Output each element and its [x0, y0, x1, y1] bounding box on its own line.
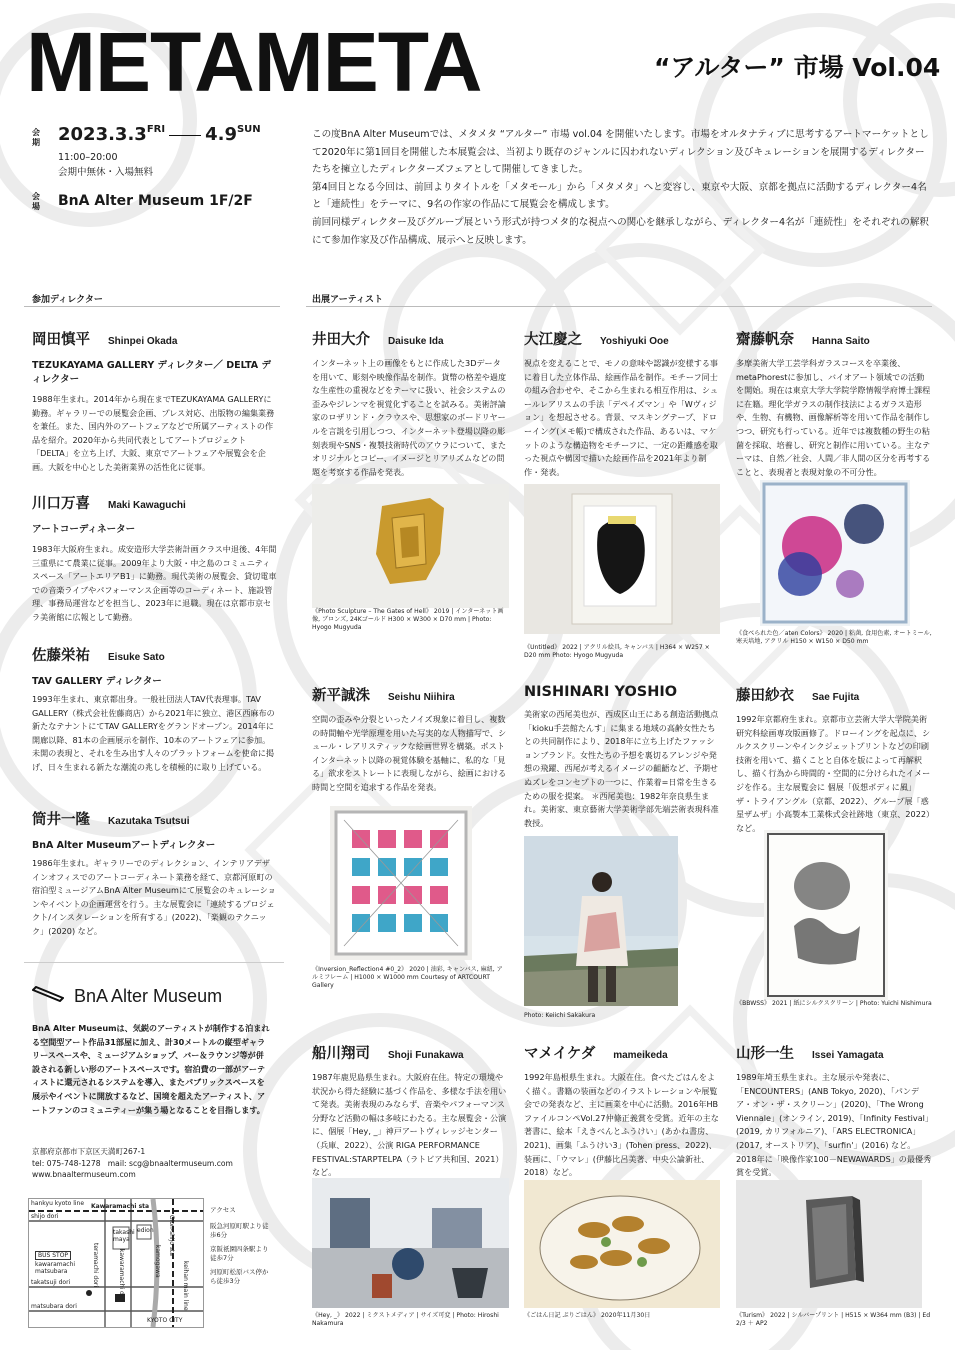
- artist-card: [524, 1042, 720, 1180]
- artist-card: [524, 684, 720, 830]
- artwork-photo: [736, 1180, 922, 1308]
- divider: [24, 306, 280, 307]
- director-bio: 1986年生まれ。ギャラリーでのディレクション、インテリアデザインオフィスでのアートコーディネート業務を経て、京都河原町の宿泊型ミュージアムBnA Alter Museumにて展覧会のキュレーションやイベントの企画運営を行う。主な展覧会に「連続するプロジェクト/インスタレーションを所有する」(2022)、「楽観のテクニック」(2020) など。: [32, 858, 276, 936]
- artists-heading: 出展アーティスト: [312, 295, 384, 305]
- museum-logo-icon: [32, 986, 64, 1006]
- day-start: FRI: [146, 124, 166, 135]
- director-name: 岡田慎平 Shinpei Okada: [32, 332, 178, 348]
- artwork-caption: 《ごはん日記 ぷりごはん》 2020年11月30日: [524, 1312, 651, 1319]
- director-bio: 1983年大阪府生まれ。成安造形大学芸術計画クラス中退後、4年間三重県にて農業に従事。2009年より大阪・中之島のコミュニティスペース「アートエリアB1」に勤務。現代美術の展覧会、貸切電車での音楽ライブやパフォーマンス企画等のコーディネート、施設管理、事務局運営などを担当し、2023年に退職。現在は京都市京セラ美術館に広報として勤務。: [32, 544, 277, 622]
- artist-bio: 空間の歪みや分裂といったノイズ現象に着目し、複数の時間軸や光学原理を用いた写実的な人物描写で、シュール・レアリスティックな絵画世界を構築。ポストインターネット以降の視覚体験を基軸に、私的な「見る」欲求をストレートに表現しながら、絵画における時間と空間を追求する作品を発表。: [312, 714, 507, 792]
- museum-phone-mail: tel: 075-748-1278 mail: scg@bnaaltermuseum.com: [32, 1158, 233, 1168]
- artist-bio: 美術家の西尾美也が、西成区山王にある創造活動拠点「kioku手芸館たんす」に集まる地域の高齢女性たちとの共同制作により、2018年に立ち上げたファッションブランド。女性たちの予想を裏切るアレンジや発想の飛躍、西尾が考えるイメージの齟齬など、予期せぬズレをコンセプトの一つに、作業着=日常を生きるための服を提案。 ＊西尾美也：1982年奈良県生まれ。美術家、東京藝術大学美術学部先端芸術表現科准教授。: [524, 709, 719, 828]
- artist-bio: 視点を変えることで、モノの意味や認識が変様する事に着目した立体作品、絵画作品を制作。モチーフ同士の組み合わせや、そこから生まれる相互作用は、シュールレアリスムの手法「デペイズマン」や「Wヴィジョン」を想起させる。背景、マスキングテープ、ドローイング(メモ帳)で構成された作品、あるいは、マケットのような構造物をモチーフに、一定の距離感を取った視点や構図で描いた絵画作品を2021年より制作・発表。: [524, 358, 719, 477]
- opening-hours: 11:00–20:00: [58, 152, 118, 163]
- artwork-caption: 《Untitled》 2022 | アクリル絵具, キャンバス | H364 × W257 × D20 mm Photo: Hyogo Mugyuda: [524, 644, 710, 659]
- director-name: 川口万喜 Maki Kawaguchi: [32, 496, 186, 512]
- access-item: 河原町松原バス停から徒歩3分: [210, 1267, 269, 1285]
- admission-info: 会期中無休・入場無料: [58, 167, 154, 178]
- artist-bio: インターネット上の画像をもとに作成した3Dデータを用いて、彫刻や映像作品を制作。貨幣の格差や過度な生産性の重視などをテーマに扱い、社会システムの歪みやジレンマを視覚化することを試みる。美術評論家のロザリンド・クラウスや、思想家のボードリヤールを言説を引用しつつ、インターネット登場以降の彫刻表現やSNS・複製技術時代のアウラについて、またオリジナルとコピー、イメージとリアリズムなどの問題を考察する作品を発表。: [312, 358, 507, 477]
- artist-bio: 1992年島根県生まれ。大阪在住。食べたごはんをよく描く。書籍の装画などのイラストレーションや展覧会での発表など、主に画業を中心に活動。2016年HBファイルコンペVol.27仲條正義賞を受賞。近年の主な著書に、絵本「えきべんとふうけい」(あかね書房、2021)、画集「ふうけい3」(Tohen press、2022)、装画に、「ウマレ」(伊藤比呂美著、中央公論新社、2018）など。: [524, 1072, 719, 1178]
- map-label: BUS STOP: [35, 1251, 71, 1260]
- artist-name: 藤田紗衣 Sae Fujita: [736, 688, 860, 704]
- artist-card: [736, 1042, 932, 1180]
- divider: [306, 306, 932, 307]
- event-venue: BnA Alter Museum 1F/2F: [58, 193, 253, 209]
- map-label: edion: [137, 1227, 154, 1234]
- directors-heading: 参加ディレクター: [32, 295, 103, 305]
- artist-name: 新平誠洙 Seishu Niihira: [312, 688, 455, 704]
- artist-name: 齋藤帆奈 Hanna Saito: [736, 332, 870, 348]
- intro-paragraph: 前回同様ディレクター及びグループ展という形式が持つメタ的な視点への関心を継承しながら、ディレクター4名が「連続性」をそれぞれの解釈にて参加作家及び作品構成、展示へと反映します。: [312, 216, 930, 246]
- artist-bio: 1987年鹿児島県生まれ。大阪府在住。特定の環境や状況から得た経験に基づく作品を、多様な手法を用いて発表。美術表現のみならず、音楽やパフォーマンス分野など活動の幅は多岐にわたる。主な展覧会・公演に、個展「Hey, _」神戸アートヴィレッジセンター（兵庫、2022）、公演 RIGA PERFORMANCE FESTIVAL:STARPTELPA（ラトビア共和国、2021）など。: [312, 1072, 507, 1178]
- director-role: BnA Alter Museumアートディレクター: [32, 840, 216, 851]
- museum-description: BnA Alter Museumは、気鋭のアーティストが制作する泊まれる空間型アート作品31部屋に加え、計30メートルの縦型ギャラリースペースや、ミュージアムショップ、バー＆ラウンジ等が併設される新しい形のアートスペースです。宿泊費の一部がアーティストに還元されるシステムを導入、またパブリックスペースを展示やイベントに開放するなど、国境を超えたアーティスト、アートファンのコミュニティーが集う場となることを目指します。: [32, 1023, 270, 1115]
- director-card: [32, 492, 277, 625]
- date-end: 4.9: [205, 124, 237, 145]
- artwork-caption: Photo: Keiichi Sakakura: [524, 1012, 596, 1019]
- artist-card: [736, 328, 932, 479]
- artist-card: [524, 328, 720, 479]
- artwork-photo: [312, 484, 509, 608]
- artist-name: 井田大介 Daisuke Ida: [312, 332, 444, 348]
- event-dates: [58, 124, 261, 145]
- artist-card: [736, 684, 932, 835]
- director-role: TEZUKAYAMA GALLERY ディレクター／ DELTA ディレクター: [32, 360, 271, 385]
- intro-paragraph: 第4回目となる今回は、前回よりタイトルを「メタモール」から「メタメタ」へと変容し、東京や大阪、京都を拠点に活動するディレクター4名と「連続性」をテーマに、9名の作家の作品にて展覧会を構成します。: [312, 181, 927, 211]
- intro-text: [312, 126, 930, 249]
- map-label: kamogawa: [154, 1245, 161, 1278]
- director-role: TAV GALLERY ディレクター: [32, 676, 162, 687]
- artist-bio: 1992年京都府生まれ。京都市立芸術大学大学院美術研究科絵画専攻版画修了。ドローイングを起点に、シルクスクリーンやインクジェットプリントなどの印刷技術を用いて、描くことと自体を版によって再解釈し、描く行為から時間的・空間的に分けられたイメージを作る。主な展覧会に 個展「仮想ポディに風」ザ・トライアングル（京都、2022）、グループ展「惑星ザムザ」小高製本工業株式会社跡地（東京、2022）など。: [736, 714, 931, 833]
- map-label: keihan main line: [182, 1261, 189, 1311]
- poster-title: METAMETA: [26, 15, 482, 109]
- map-label: teramachi dori: [92, 1243, 99, 1287]
- access-title: アクセス: [210, 1206, 236, 1214]
- artwork-photo: [760, 480, 910, 626]
- artist-name: 船川翔司 Shoji Funakawa: [312, 1046, 464, 1062]
- map-label: KYOTO CITY: [147, 1317, 183, 1324]
- artwork-photo: [524, 836, 678, 1006]
- access-info: [210, 1206, 270, 1287]
- artist-bio: 多摩美術大学工芸学科ガラスコースを卒業後、metaPhorestに参加し、バイオアート領域での活動を開始。現在は東京大学大学院学際情報学府博士課程に在籍。理化学ガラスの制作技法によるガラス造形や、生物、有機物、画像解析等を用いて作品を制作しつつ、研究も行っている。近年では複数種の野生の粘菌を採取、培養し、研究と制作に用いている。主なテーマは、自然／社会、人間／非人間の区分を再考することと、表現者と表現対象の不可分性。: [736, 358, 931, 477]
- map-label: matsubara dori: [31, 1303, 77, 1310]
- artist-card: [312, 684, 508, 795]
- museum-name: BnA Alter Museum: [74, 986, 223, 1006]
- date-start: 2023.3.3: [58, 124, 147, 145]
- access-item: 阪急河原町駅より徒歩6分: [210, 1221, 269, 1239]
- director-card: [32, 328, 277, 475]
- artwork-caption: 《Hey, _》 2022 | ミクストメディア | サイズ可変 | Photo: Hiroshi Nakamura: [312, 1312, 499, 1327]
- intro-paragraph: この度BnA Alter Museumでは、メタメタ “アルター” 市場 vol.04 を開催いたします。市場をオルタナティブに思考するアートマーケットとして2020年に第1回目を開催した本展覧会は、当初より既存のジャンルに囚われないディレクション及びキュレーションを展開するディレクターたちを擁立したディレクターズフェアとして開催してきました。: [312, 129, 929, 176]
- artwork-photo: [764, 830, 888, 1000]
- map-label: Kawaramachi sta: [91, 1203, 150, 1210]
- access-map: [28, 1198, 204, 1328]
- director-bio: 1993年生まれ、東京都出身。一般社団法人TAV代表理事。TAV GALLERY（株式会社佐藤商店）から2021年に独立、港区西麻布の新たなテナントにてTAV GALLERYをグランドオープン。2014年に開廊以降、81本の企画展示を制作、10本のアートフェアに参加。未開の表現と、それを生み出す人々のプラットフォームを使命に掲げ、日々生まれる新たな潮流の兆しを積極的に取り上げている。: [32, 694, 275, 772]
- artist-name: NISHINARI YOSHIO: [524, 684, 678, 700]
- artwork-photo: [312, 1178, 509, 1308]
- map-label: takatsuji dori: [31, 1279, 71, 1286]
- artist-bio: 1989年埼玉県生まれ。主な展示や発表に、「ENCOUNTERS」(ANB Tokyo, 2020)、「パンデア・オン・ザ・スクリーン」(2020)、「The Wrong Viennale」(オンライン, 2019)、「Infinity Festival」(2019, カリフォルニア)、「ARS ELECTRONICA」(2017, オーストリア)、「surfin'」(2016) など。2018年に「映像作家100－NEWAWARDS」の最優秀賞を受賞。: [736, 1072, 932, 1178]
- artwork-photo: [524, 484, 720, 634]
- director-role: アートコーディネーター: [32, 524, 136, 535]
- artwork-caption: 《Photo Sculpture – The Gates of Hell》 2019 | インターネット画像, ブロンズ, 24Kゴールド H300 × W300 × D70 mm | Photo: Hyogo Mugyuda: [312, 608, 504, 631]
- artwork-caption: 《Inversion_Reflection4 #0_2》 2020 | 油彩, キャンバス, 麻紐, アルミフレーム | H1000 × W1000 mm Courtesy of ARTCOURT Gallery: [312, 966, 503, 989]
- map-label: Gion-shijo sta: [168, 1215, 175, 1256]
- map-label: takashi maya: [113, 1229, 135, 1243]
- artist-name: 大江慶之 Yoshiyuki Ooe: [524, 332, 669, 348]
- artwork-caption: 《BBWSS》 2021 | 紙にシルクスクリーン | Photo: Yuichi Nishimura: [736, 1000, 932, 1007]
- artist-card: [312, 1042, 508, 1180]
- venue-label: 会場: [32, 192, 40, 211]
- director-card: [32, 644, 277, 775]
- map-label: shijo dori: [31, 1213, 59, 1220]
- director-name: 筒井一隆 Kazutaka Tsutsui: [32, 812, 190, 828]
- day-end: SUN: [236, 124, 261, 135]
- map-label: kawaramachi matsubara: [35, 1261, 76, 1275]
- artist-name: マメイケダ mameikeda: [524, 1046, 668, 1062]
- poster-subtitle: “アルター” 市場 Vol.04: [654, 53, 941, 82]
- artist-card: [312, 328, 508, 479]
- artwork-photo: [330, 806, 472, 960]
- map-label: kawaramachi dori: [118, 1249, 125, 1303]
- map-label: hankyu kyoto line: [31, 1200, 85, 1207]
- artwork-caption: 《食べられた色／aten Colors》 2020 | 粘菌, 食用色素, オートミール, 寒天培地, アクリル H150 × W150 × D50 mm: [736, 630, 932, 645]
- access-item: 京阪祇園四条駅より徒歩7分: [210, 1244, 269, 1262]
- museum-contact: [32, 1146, 272, 1181]
- artist-name: 山形一生 Issei Yamagata: [736, 1046, 884, 1062]
- artwork-caption: 《Turism》 2022 | シルバープリント | H515 × W364 mm (B3) | Ed 2/3 ＋ AP2: [736, 1312, 931, 1327]
- artwork-photo: [524, 1180, 720, 1308]
- director-name: 佐藤栄祐 Eisuke Sato: [32, 648, 165, 664]
- period-label: 会期: [32, 128, 40, 147]
- director-bio: 1988年生まれ。2014年から現在までTEZUKAYAMA GALLERYに勤務。ギャラリーでの展覧会企画、プレス対応、出版物の編集業務を兼任。また、国内外のアートフェアなどで所属アーティストの作品を紹介。2020年から共同代表としてアートプロジェクト「DELTA」を立ち上げ、大阪、東京でアートフェアや展覧会を企画。大阪を中心とした美術業界の活性化に従事。: [32, 394, 275, 472]
- museum-url[interactable]: www.bnaaltermuseum.com: [32, 1170, 136, 1179]
- director-card: [32, 808, 277, 939]
- event-hours: [58, 150, 153, 180]
- museum-address: 京都府京都市下京区天満町267-1: [32, 1147, 146, 1156]
